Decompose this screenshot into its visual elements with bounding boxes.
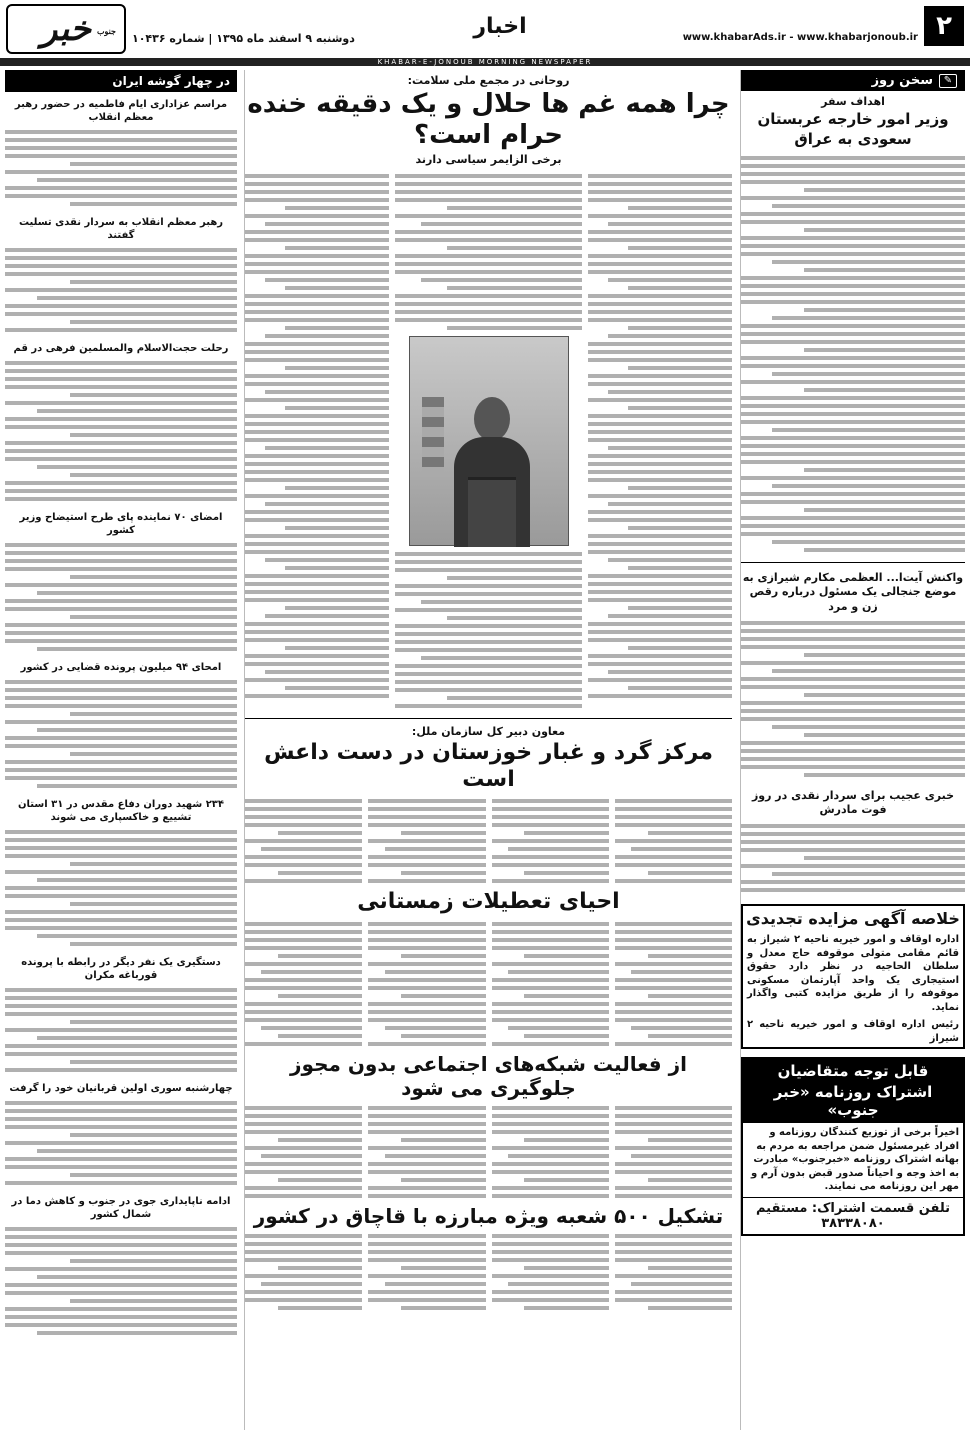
auction-ad-sign: رئیس اداره اوقاف و امور خیریه ناحیه ۲ شیراز — [747, 1019, 959, 1044]
news-body — [5, 1223, 237, 1339]
editorial-box-title: سخن روز — [871, 73, 933, 88]
auction-ad — [741, 904, 965, 1049]
subscription-phone[interactable]: تلفن قسمت اشتراک: مستقیم ۳۸۳۳۸۰۸۰ — [743, 1197, 963, 1234]
news-title[interactable]: دستگیری یک نفر دیگر در رابطه با پرونده قورباغه مکران — [21, 957, 221, 981]
news-body — [5, 984, 237, 1076]
story-body — [245, 795, 732, 887]
newspaper-logo — [6, 4, 126, 54]
story-body — [245, 1102, 732, 1202]
editorial-box-header — [741, 70, 965, 91]
story-headline[interactable]: تشکیل ۵۰۰ شعبه ویژه مبارزه با قاچاق در کشور — [253, 1203, 724, 1228]
editorial-body — [741, 152, 965, 556]
news-body — [5, 357, 237, 505]
auction-ad-title: خلاصه آگهی مزایده تجدیدی — [746, 909, 960, 929]
podium-icon — [468, 477, 516, 547]
president-photo — [409, 336, 569, 546]
subscription-text: اخیراً برخی از توزیع کنندگان روزنامه و افراد غیرمسئول ضمن مراجعه به مردم به بهانه اشتراک روزنامه «خبرجنوب» مبادرت به اخذ وجه و احیاناً صدور قبض بدون آرم و مهر این روزنامه می نمایند. — [751, 1127, 959, 1193]
story-title[interactable]: واکنش آیت‌ا... العظمی مکارم شیرازی به موضع جنجالی یک مسئول درباره رقص زن و مرد — [742, 571, 964, 613]
news-title[interactable]: رحلت حجت‌الاسلام والمسلمین فرهی در قم — [13, 343, 229, 354]
story-body — [245, 918, 732, 1050]
story-body — [741, 820, 965, 896]
news-body — [5, 1097, 237, 1189]
story-kicker: معاون دبیر کل سازمان ملل: — [411, 725, 566, 739]
news-title[interactable]: امضای ۷۰ نماینده پای طرح استیضاح وزیر کشور — [19, 512, 223, 536]
editorial-title[interactable]: وزیر امور خارجه عربستان سعودی به عراق — [757, 110, 949, 148]
news-title[interactable]: چهارشنبه سوری اولین قربانیان خود را گرفت — [9, 1083, 233, 1094]
story-headline[interactable]: احیای تعطیلات زمستانی — [357, 889, 620, 915]
issue-date: دوشنبه ۹ اسفند ماه ۱۳۹۵ | شماره ۱۰۴۳۶ — [132, 32, 355, 45]
news-body — [5, 539, 237, 655]
news-title[interactable]: رهبر معظم انقلاب به سردار نقدی تسلیت گفتند — [18, 217, 224, 241]
news-body — [5, 244, 237, 336]
lead-subheadline: برخی الزایمر سیاسی دارند — [415, 153, 562, 167]
news-body — [5, 126, 237, 210]
news-title[interactable]: ادامه ناپایداری جوی در جنوب و کاهش دما در شمال کشور — [11, 1196, 231, 1220]
story-headline[interactable]: مرکز گرد و غبار خوزستان در دست داعش است — [264, 740, 713, 792]
news-title[interactable]: امحای ۹۴ میلیون پرونده قضایی در کشور — [20, 662, 222, 673]
masthead — [0, 0, 970, 58]
lead-article-body — [245, 170, 732, 712]
iran-news-title: در چهار گوشه ایران — [6, 71, 236, 91]
subscription-title: قابل توجه متقاضیان — [743, 1059, 963, 1083]
story-body — [741, 617, 965, 781]
editorial-kicker: اهداف سفر — [821, 95, 885, 108]
logo-subtitle: جنوب — [96, 26, 116, 36]
story-headline[interactable]: از فعالیت شبکه‌های اجتماعی بدون مجوز جلوگیری می شود — [290, 1051, 687, 1100]
logo-text: خبر — [40, 9, 92, 49]
news-body — [5, 676, 237, 792]
news-title[interactable]: ۲۳۴ شهید دوران دفاع مقدس در ۳۱ استان تشییع و خاکسپاری می شوند — [17, 799, 225, 823]
iran-news-box — [5, 70, 237, 92]
flag-icon — [422, 397, 444, 477]
masthead-band: KHABAR-E-JONOUB MORNING NEWSPAPER — [0, 58, 970, 66]
page-number: ۲ — [924, 6, 964, 46]
pen-icon: ✎ — [939, 74, 957, 88]
subscription-subtitle: اشتراک روزنامه «خبر جنوب» — [743, 1083, 963, 1123]
lead-headline[interactable]: چرا همه غم ها حلال و یک دقیقه خنده حرام است؟ — [247, 89, 730, 151]
section-title: اخبار — [473, 14, 527, 39]
left-column — [5, 70, 237, 1430]
auction-ad-text: اداره اوقاف و امور خیریه ناحیه ۲ شیراز به قائم مقامی متولی موقوفه حاج معدل و سلطان الحاجیه در نظر دارد حقوق استیجاری یک واحد آپارتمان مسکونی موقوفه را از طریق مزایده کتبی واگذار نماید. — [747, 934, 959, 1013]
subscription-notice — [741, 1057, 965, 1236]
story-title[interactable]: خبری عجیب برای سردار نقدی در روز فوت مادرش — [751, 788, 955, 817]
news-title[interactable]: مراسم عزاداری ایام فاطمیه در حضور رهبر معظم انقلاب — [14, 99, 228, 123]
lead-kicker: روحانی در مجمع ملی سلامت: — [407, 74, 570, 87]
right-column — [740, 70, 965, 1430]
website-links[interactable]: www.khabarAds.ir - www.khabarjonoub.ir — [682, 32, 918, 43]
news-body — [5, 826, 237, 950]
main-column — [244, 70, 732, 1430]
story-body — [245, 1230, 732, 1314]
